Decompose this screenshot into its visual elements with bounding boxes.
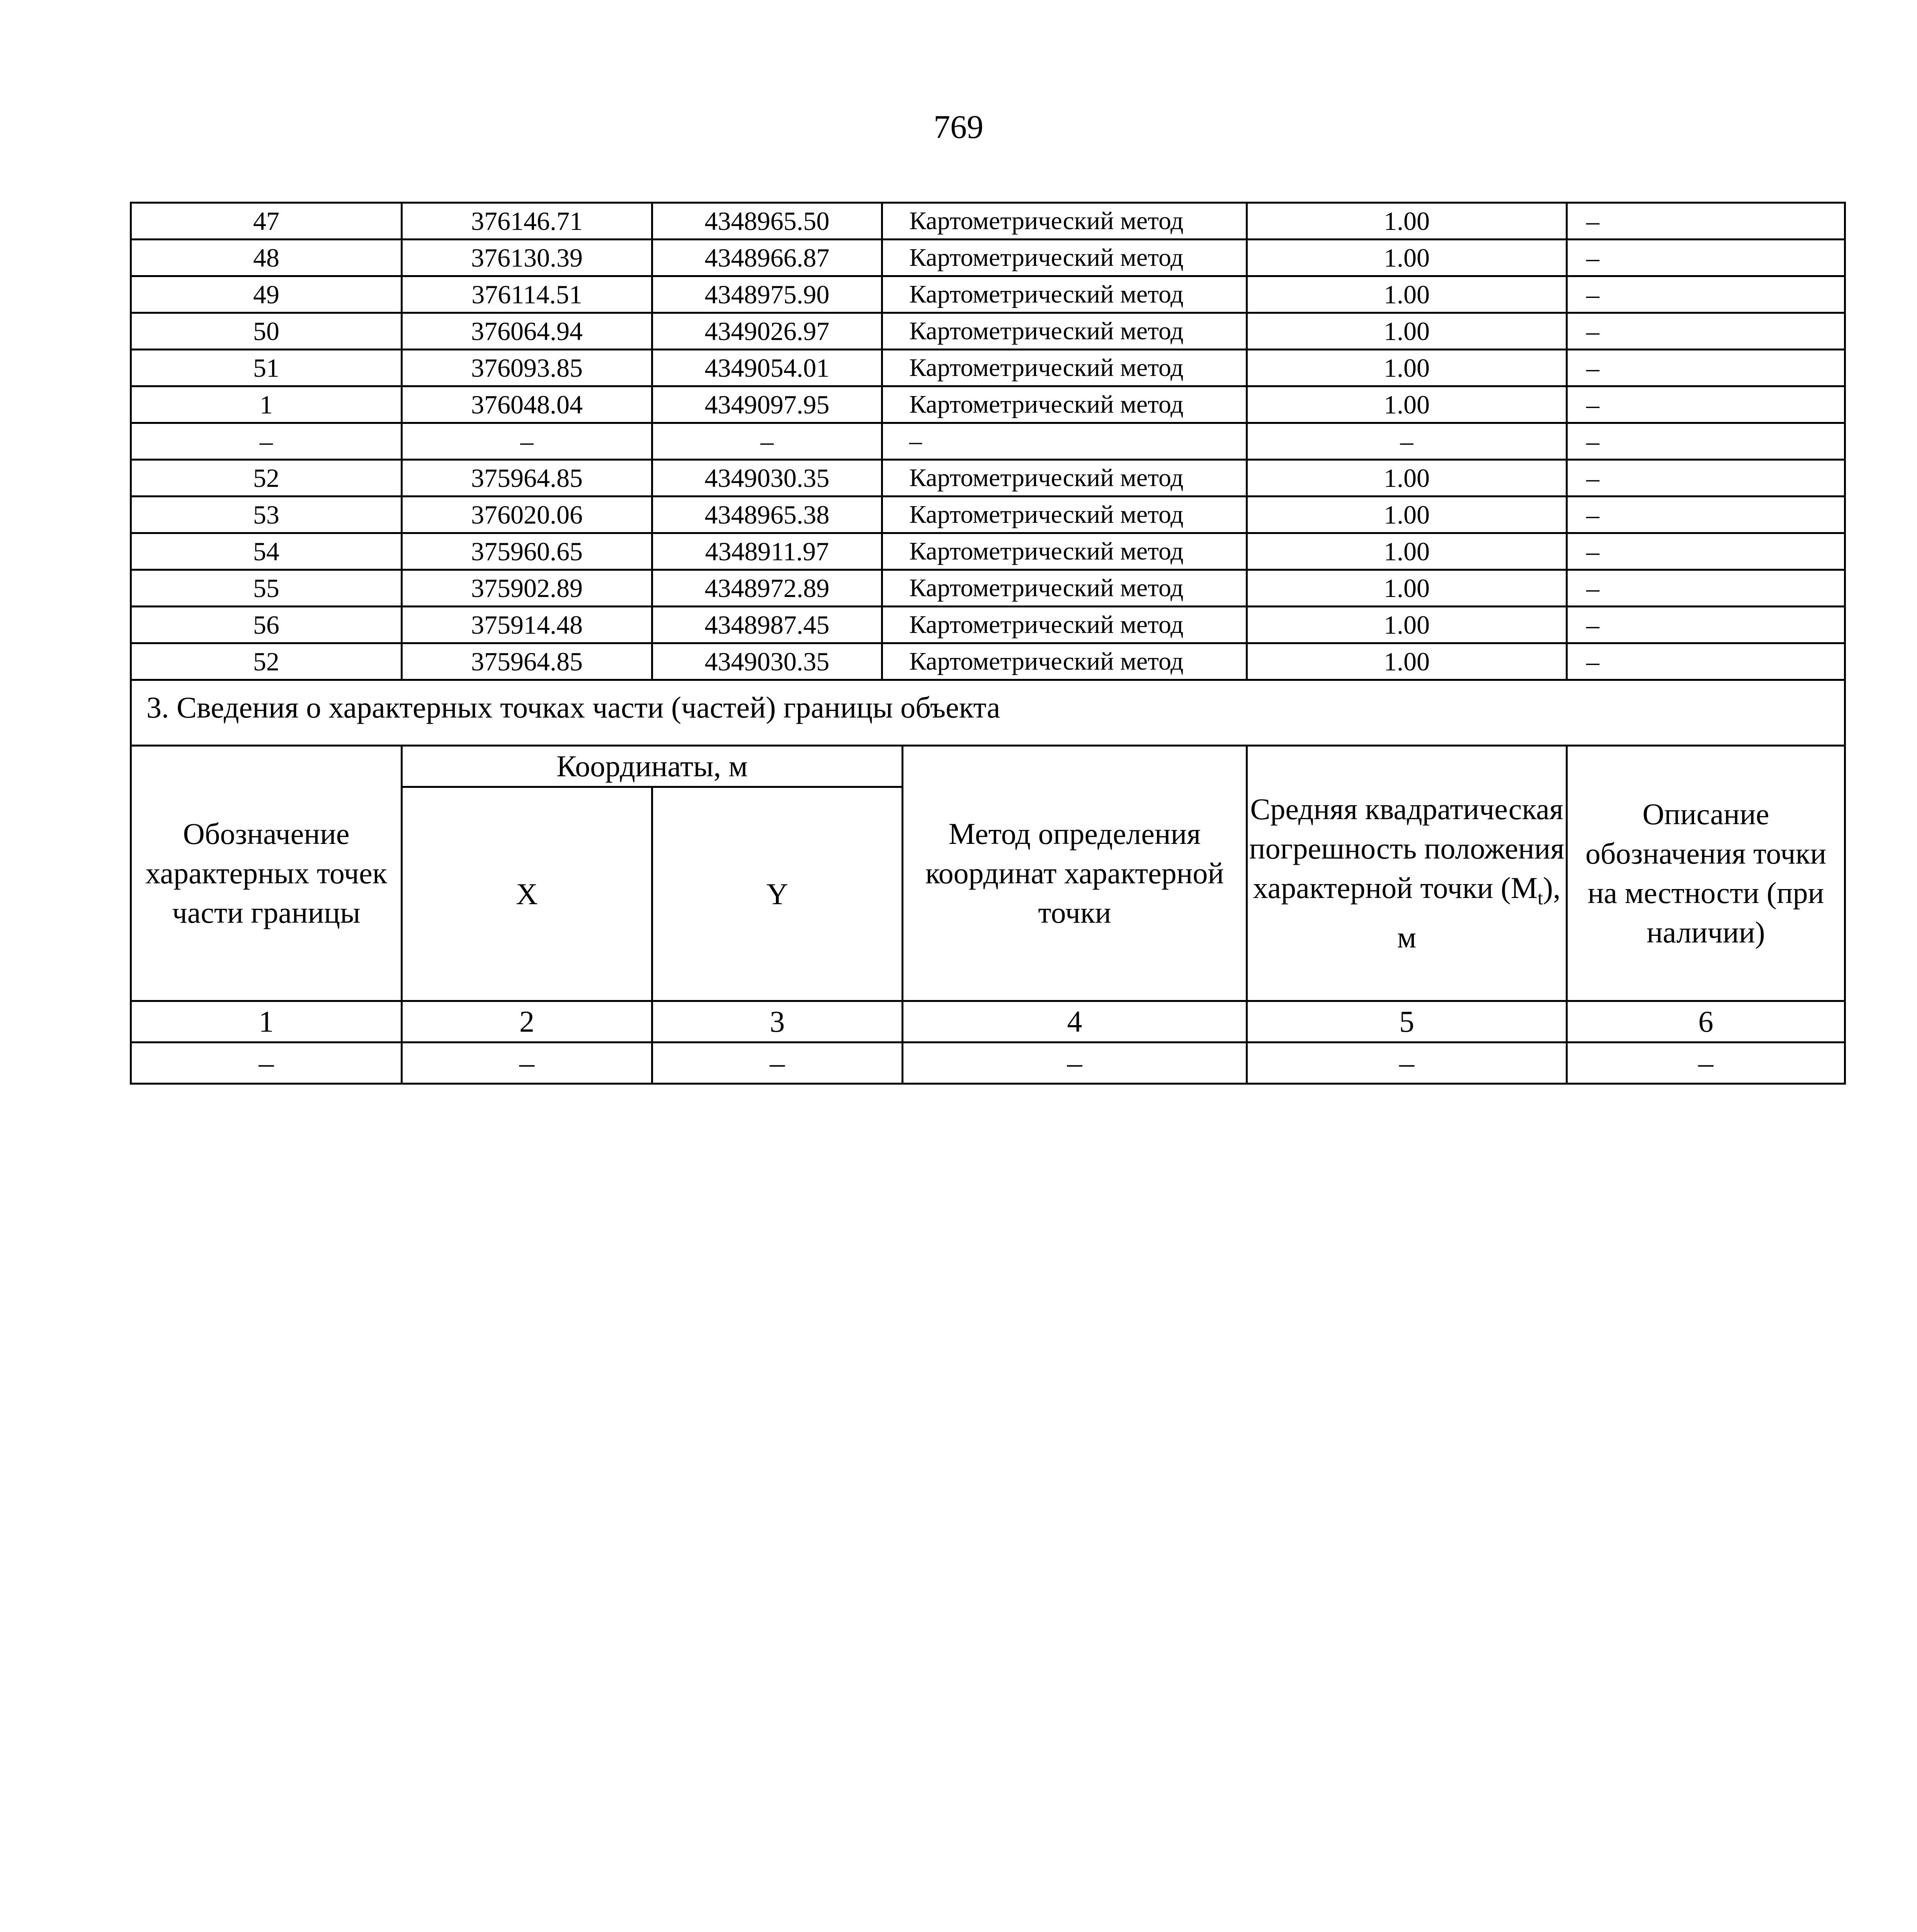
y-coordinate-cell: 4348965.38 [652, 497, 882, 533]
table-cell: – [903, 1043, 1247, 1084]
point-cell: 53 [131, 497, 402, 533]
column-number: 2 [402, 1001, 652, 1043]
point-cell: 55 [131, 570, 402, 607]
point-cell: 48 [131, 240, 402, 276]
y-coordinate-cell: 4349030.35 [652, 460, 882, 497]
x-coordinate-cell: 375914.48 [402, 607, 652, 643]
error-cell: 1.00 [1247, 276, 1567, 313]
point-cell: 56 [131, 607, 402, 643]
x-coordinate-cell: 376130.39 [402, 240, 652, 276]
error-cell: 1.00 [1247, 607, 1567, 643]
point-cell: 51 [131, 350, 402, 386]
method-cell: – [882, 423, 1247, 460]
header-coordinates: Координаты, м [402, 746, 903, 787]
table-row [131, 276, 1845, 313]
error-cell: 1.00 [1247, 460, 1567, 497]
x-coordinate-cell: – [402, 423, 652, 460]
y-coordinate-cell: 4349026.97 [652, 313, 882, 350]
x-coordinate-cell: 375960.65 [402, 533, 652, 570]
section3-table [130, 679, 1846, 1085]
table-row [131, 203, 1845, 240]
description-cell: – [1567, 423, 1845, 460]
table-row [131, 386, 1845, 423]
table-cell: – [1567, 1043, 1845, 1084]
y-coordinate-cell: 4349054.01 [652, 350, 882, 386]
column-number: 3 [652, 1001, 903, 1043]
table-cell: – [131, 1043, 402, 1084]
method-cell: Картометрический метод [882, 386, 1247, 423]
x-coordinate-cell: 376093.85 [402, 350, 652, 386]
method-cell: Картометрический метод [882, 643, 1247, 680]
column-number-row [131, 1001, 1845, 1043]
error-cell: 1.00 [1247, 350, 1567, 386]
y-coordinate-cell: – [652, 423, 882, 460]
table-row [131, 240, 1845, 276]
header-y: Y [652, 787, 903, 1001]
method-cell: Картометрический метод [882, 276, 1247, 313]
y-coordinate-cell: 4348975.90 [652, 276, 882, 313]
error-cell: 1.00 [1247, 203, 1567, 240]
method-cell: Картометрический метод [882, 460, 1247, 497]
y-coordinate-cell: 4349030.35 [652, 643, 882, 680]
description-cell: – [1567, 386, 1845, 423]
header-method: Метод определения координат характерной точки [903, 746, 1247, 1001]
description-cell: – [1567, 203, 1845, 240]
table-row [131, 607, 1845, 643]
method-cell: Картометрический метод [882, 313, 1247, 350]
table-row [131, 423, 1845, 460]
error-cell: 1.00 [1247, 497, 1567, 533]
method-cell: Картометрический метод [882, 533, 1247, 570]
table-row [131, 460, 1845, 497]
x-coordinate-cell: 376114.51 [402, 276, 652, 313]
description-cell: – [1567, 607, 1845, 643]
point-cell: – [131, 423, 402, 460]
header-x: X [402, 787, 652, 1001]
point-cell: 49 [131, 276, 402, 313]
header-error [1247, 746, 1567, 1001]
method-cell: Картометрический метод [882, 607, 1247, 643]
point-cell: 52 [131, 460, 402, 497]
x-coordinate-cell: 375964.85 [402, 460, 652, 497]
header-error-subscript: t [1538, 887, 1543, 909]
x-coordinate-cell: 375902.89 [402, 570, 652, 607]
table-cell: – [652, 1043, 903, 1084]
error-cell: – [1247, 423, 1567, 460]
y-coordinate-cell: 4348965.50 [652, 203, 882, 240]
point-cell: 47 [131, 203, 402, 240]
description-cell: – [1567, 240, 1845, 276]
header-error-tail: ), м [1397, 871, 1561, 954]
description-cell: – [1567, 313, 1845, 350]
header-error-text: Средняя квадратическая погрешность положения характерной точки (M [1249, 792, 1565, 905]
method-cell: Картометрический метод [882, 570, 1247, 607]
description-cell: – [1567, 497, 1845, 533]
table-row [131, 570, 1845, 607]
point-cell: 52 [131, 643, 402, 680]
y-coordinate-cell: 4348972.89 [652, 570, 882, 607]
method-cell: Картометрический метод [882, 203, 1247, 240]
header-point: Обозначение характерных точек части границы [131, 746, 402, 1001]
section3-title: 3. Сведения о характерных точках части (частей) границы объекта [131, 680, 1845, 746]
y-coordinate-cell: 4348966.87 [652, 240, 882, 276]
empty-data-row [131, 1043, 1845, 1084]
table-row [131, 533, 1845, 570]
x-coordinate-cell: 376064.94 [402, 313, 652, 350]
x-coordinate-cell: 376146.71 [402, 203, 652, 240]
table-row [131, 497, 1845, 533]
column-number: 1 [131, 1001, 402, 1043]
coordinates-table [130, 202, 1846, 681]
y-coordinate-cell: 4348911.97 [652, 533, 882, 570]
column-number: 5 [1247, 1001, 1567, 1043]
error-cell: 1.00 [1247, 533, 1567, 570]
point-cell: 1 [131, 386, 402, 423]
y-coordinate-cell: 4349097.95 [652, 386, 882, 423]
table-row [131, 643, 1845, 680]
error-cell: 1.00 [1247, 570, 1567, 607]
error-cell: 1.00 [1247, 643, 1567, 680]
description-cell: – [1567, 533, 1845, 570]
description-cell: – [1567, 643, 1845, 680]
table-row [131, 313, 1845, 350]
method-cell: Картометрический метод [882, 350, 1247, 386]
error-cell: 1.00 [1247, 386, 1567, 423]
error-cell: 1.00 [1247, 313, 1567, 350]
table-cell: – [402, 1043, 652, 1084]
x-coordinate-cell: 376020.06 [402, 497, 652, 533]
point-cell: 54 [131, 533, 402, 570]
error-cell: 1.00 [1247, 240, 1567, 276]
description-cell: – [1567, 276, 1845, 313]
point-cell: 50 [131, 313, 402, 350]
description-cell: – [1567, 570, 1845, 607]
y-coordinate-cell: 4348987.45 [652, 607, 882, 643]
method-cell: Картометрический метод [882, 497, 1247, 533]
coordinates-table-body [131, 203, 1845, 680]
table-row [131, 350, 1845, 386]
page-number: 769 [934, 108, 983, 145]
description-cell: – [1567, 350, 1845, 386]
table-cell: – [1247, 1043, 1567, 1084]
description-cell: – [1567, 460, 1845, 497]
x-coordinate-cell: 376048.04 [402, 386, 652, 423]
x-coordinate-cell: 375964.85 [402, 643, 652, 680]
column-number: 4 [903, 1001, 1247, 1043]
header-description: Описание обозначения точки на местности (при наличии) [1567, 746, 1845, 1001]
column-number: 6 [1567, 1001, 1845, 1043]
method-cell: Картометрический метод [882, 240, 1247, 276]
